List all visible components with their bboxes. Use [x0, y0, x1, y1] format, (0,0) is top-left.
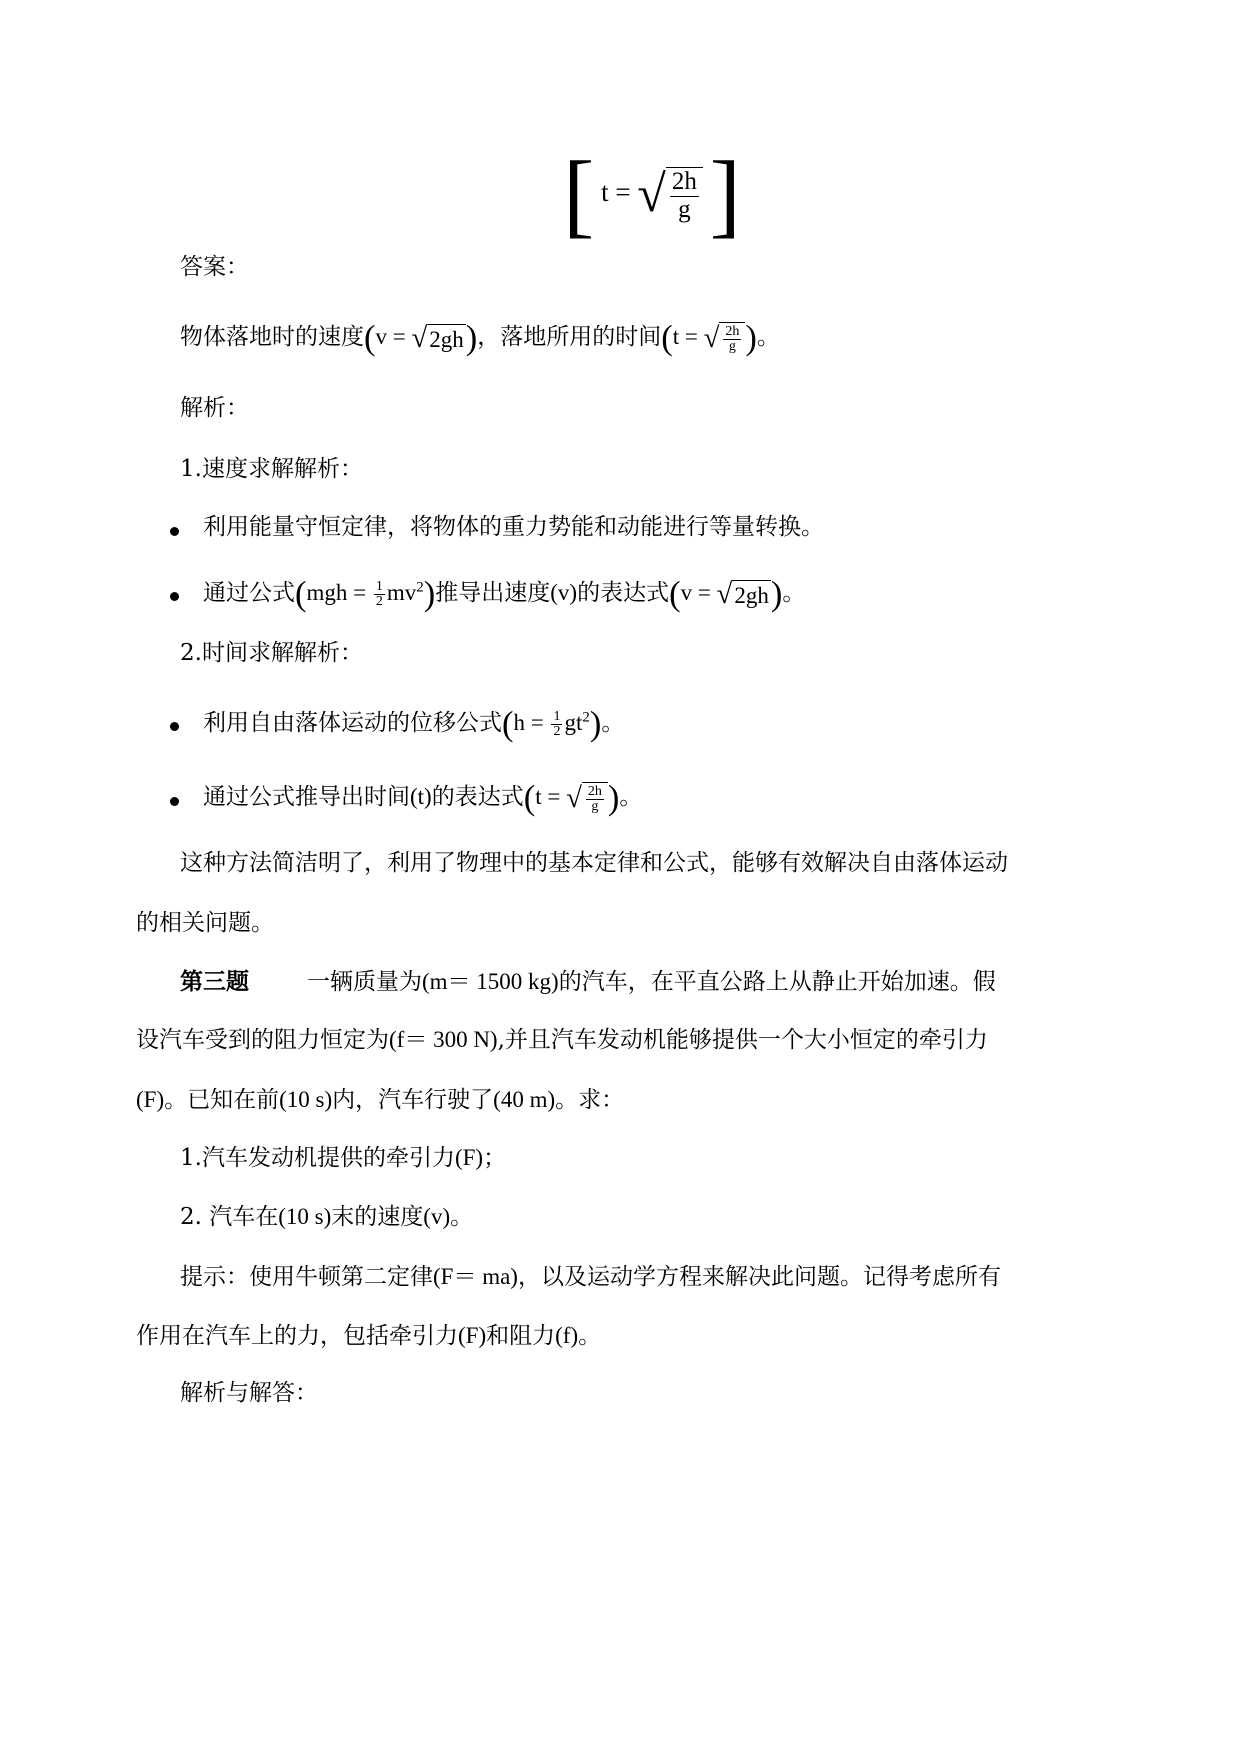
- q3-hint2-b: 和阻力: [486, 1323, 556, 1349]
- top-formula: [563, 143, 741, 247]
- b2-text-b: 推导出速度: [435, 579, 551, 606]
- q3-l2-f: (f＝ 300 N): [389, 1027, 498, 1052]
- b3-half-den: 2: [553, 724, 561, 740]
- b2-text-a: 通过公式: [203, 579, 295, 606]
- q3-hint-f: (F＝ ma): [433, 1264, 518, 1289]
- b3-end: 。: [601, 709, 625, 736]
- q3-title: 第三题: [180, 968, 249, 995]
- q3-hint2-f: (f): [555, 1323, 579, 1348]
- b2-var: (v): [550, 579, 578, 605]
- b3-exp: 2: [582, 709, 590, 726]
- q3-solve-label: 解析与解答：: [180, 1380, 318, 1406]
- b3-half-num: 1: [553, 708, 561, 724]
- q3-l1-a: 一辆质量为: [307, 969, 422, 995]
- summary-line-2: 的相关问题。: [136, 910, 274, 936]
- q3-hint-1: [180, 1263, 1001, 1292]
- b3-text-a: 利用自由落体运动的位移公式: [203, 709, 502, 736]
- q3-l3-d: (40 m): [493, 1087, 556, 1112]
- answer-end: 。: [756, 323, 780, 350]
- q3-l3-t: (10 s): [279, 1087, 333, 1112]
- bullet-3: [170, 722, 179, 731]
- b2-text-c: 的表达式: [577, 579, 670, 606]
- q3-l1-m: (m＝ 1500 kg): [422, 969, 559, 994]
- b4-var: (t): [410, 783, 432, 809]
- bullet-2: [170, 592, 179, 601]
- q3-l3-b: 内，汽车行驶了: [332, 1087, 494, 1113]
- b4-den: g: [591, 799, 599, 815]
- b2-half-den: 2: [375, 594, 383, 610]
- analysis-bullet-1: 利用能量守恒定律，将物体的重力势能和动能进行等量转换。: [203, 514, 824, 540]
- q3-ask2-end: 。: [450, 1204, 474, 1230]
- analysis-section-2: 2.时间求解解析：: [180, 640, 363, 666]
- q3-l3-c: 。求：: [555, 1087, 625, 1113]
- answer-v-rad: 2gh: [427, 324, 466, 354]
- q3-line-1: [180, 968, 996, 997]
- top-formula-num: 2h: [671, 168, 697, 196]
- analysis-section-1: 1.速度求解解析：: [180, 456, 363, 482]
- b4-t: t =: [535, 783, 561, 809]
- q3-hint-2: [136, 1322, 601, 1351]
- analysis-bullet-4: 通过公式推导出时间(t)的表达式(t = √ $\frac{2h}{g}$ )。: [203, 779, 643, 817]
- b2-exp: 2: [416, 579, 424, 596]
- q3-l3-a: 。已知在前: [164, 1087, 280, 1113]
- analysis-label: 解析：: [180, 395, 249, 421]
- q3-hint-a: 提示：使用牛顿第二定律: [180, 1264, 433, 1290]
- answer-label: 答案：: [180, 254, 249, 280]
- q3-ask2-a: 2. 汽车在: [180, 1204, 279, 1230]
- bullet-4: [170, 797, 179, 806]
- answer-text-a: 物体落地时的速度: [180, 323, 364, 350]
- q3-line-2: [136, 1026, 988, 1055]
- q3-ask-1: [180, 1144, 506, 1173]
- b2-rad: 2gh: [732, 580, 771, 610]
- answer-v-expr: v =: [375, 323, 406, 349]
- analysis-bullet-3: 利用自由落体运动的位移公式(h = $\frac{1}{2}$ $gt^2$)。: [203, 705, 625, 743]
- answer-line: 物体落地时的速度(v = √2gh)，落地所用的时间(t = √ $\frac{2h}{g}$ )。: [180, 319, 780, 357]
- b2-half-num: 1: [375, 578, 383, 594]
- top-formula-lhs: t =: [601, 177, 631, 208]
- q3-l1-b: 的汽车，在平直公路上从静止开始加速。假: [558, 969, 996, 995]
- left-bracket: [: [563, 143, 595, 247]
- top-formula-sqrt: √ $\frac{2h}{g}$: [637, 167, 703, 223]
- analysis-bullet-2: 通过公式(mgh = $\frac{1}{2}$ $mv^2$)推导出速度(v)的表达式(v = √2gh)。: [203, 575, 806, 613]
- b2-v: v =: [680, 579, 711, 605]
- b3-rhs: gt: [564, 709, 583, 735]
- b2-lhs: mgh =: [306, 579, 367, 605]
- b2-rhs: mv: [386, 579, 417, 605]
- b2-end: 。: [782, 579, 806, 606]
- q3-ask1-end: ；: [483, 1145, 507, 1171]
- b3-lhs: h =: [513, 709, 544, 735]
- summary-line-1: 这种方法简洁明了，利用了物理中的基本定律和公式，能够有效解决自由落体运动: [180, 850, 1008, 876]
- answer-t-den: g: [728, 339, 736, 355]
- q3-ask2-t: (10 s): [278, 1204, 332, 1229]
- q3-l3-F: (F): [136, 1087, 165, 1112]
- bullet-1: [170, 527, 179, 536]
- q3-hint2-a: 作用在汽车上的力，包括牵引力: [136, 1323, 458, 1349]
- q3-ask1-F: (F): [454, 1145, 484, 1170]
- q3-l2-b: ,并且汽车发动机能够提供一个大小恒定的牵引力: [497, 1027, 988, 1053]
- q3-hint2-F: (F): [458, 1323, 487, 1348]
- b4-num: 2h: [587, 783, 602, 799]
- q3-ask-2: [180, 1203, 473, 1232]
- b4-text-b: 的表达式: [431, 783, 524, 810]
- b4-text-a: 通过公式推导出时间: [203, 783, 410, 810]
- q3-line-3: [136, 1086, 624, 1115]
- top-formula-den: g: [678, 195, 691, 223]
- q3-hint-b: ，以及运动学方程来解决此问题。记得考虑所有: [517, 1264, 1001, 1290]
- answer-t-num: 2h: [725, 323, 740, 339]
- answer-t-expr: t =: [672, 323, 698, 349]
- q3-ask1-a: 1.汽车发动机提供的牵引力: [180, 1145, 455, 1171]
- q3-l2-a: 设汽车受到的阻力恒定为: [136, 1027, 389, 1053]
- right-bracket: ]: [709, 143, 741, 247]
- q3-hint2-end: 。: [578, 1323, 602, 1349]
- q3-ask2-b: 末的速度: [331, 1204, 424, 1230]
- q3-ask2-v: (v): [423, 1204, 451, 1229]
- answer-text-b: ，落地所用的时间: [477, 323, 662, 350]
- b4-end: 。: [619, 783, 643, 810]
